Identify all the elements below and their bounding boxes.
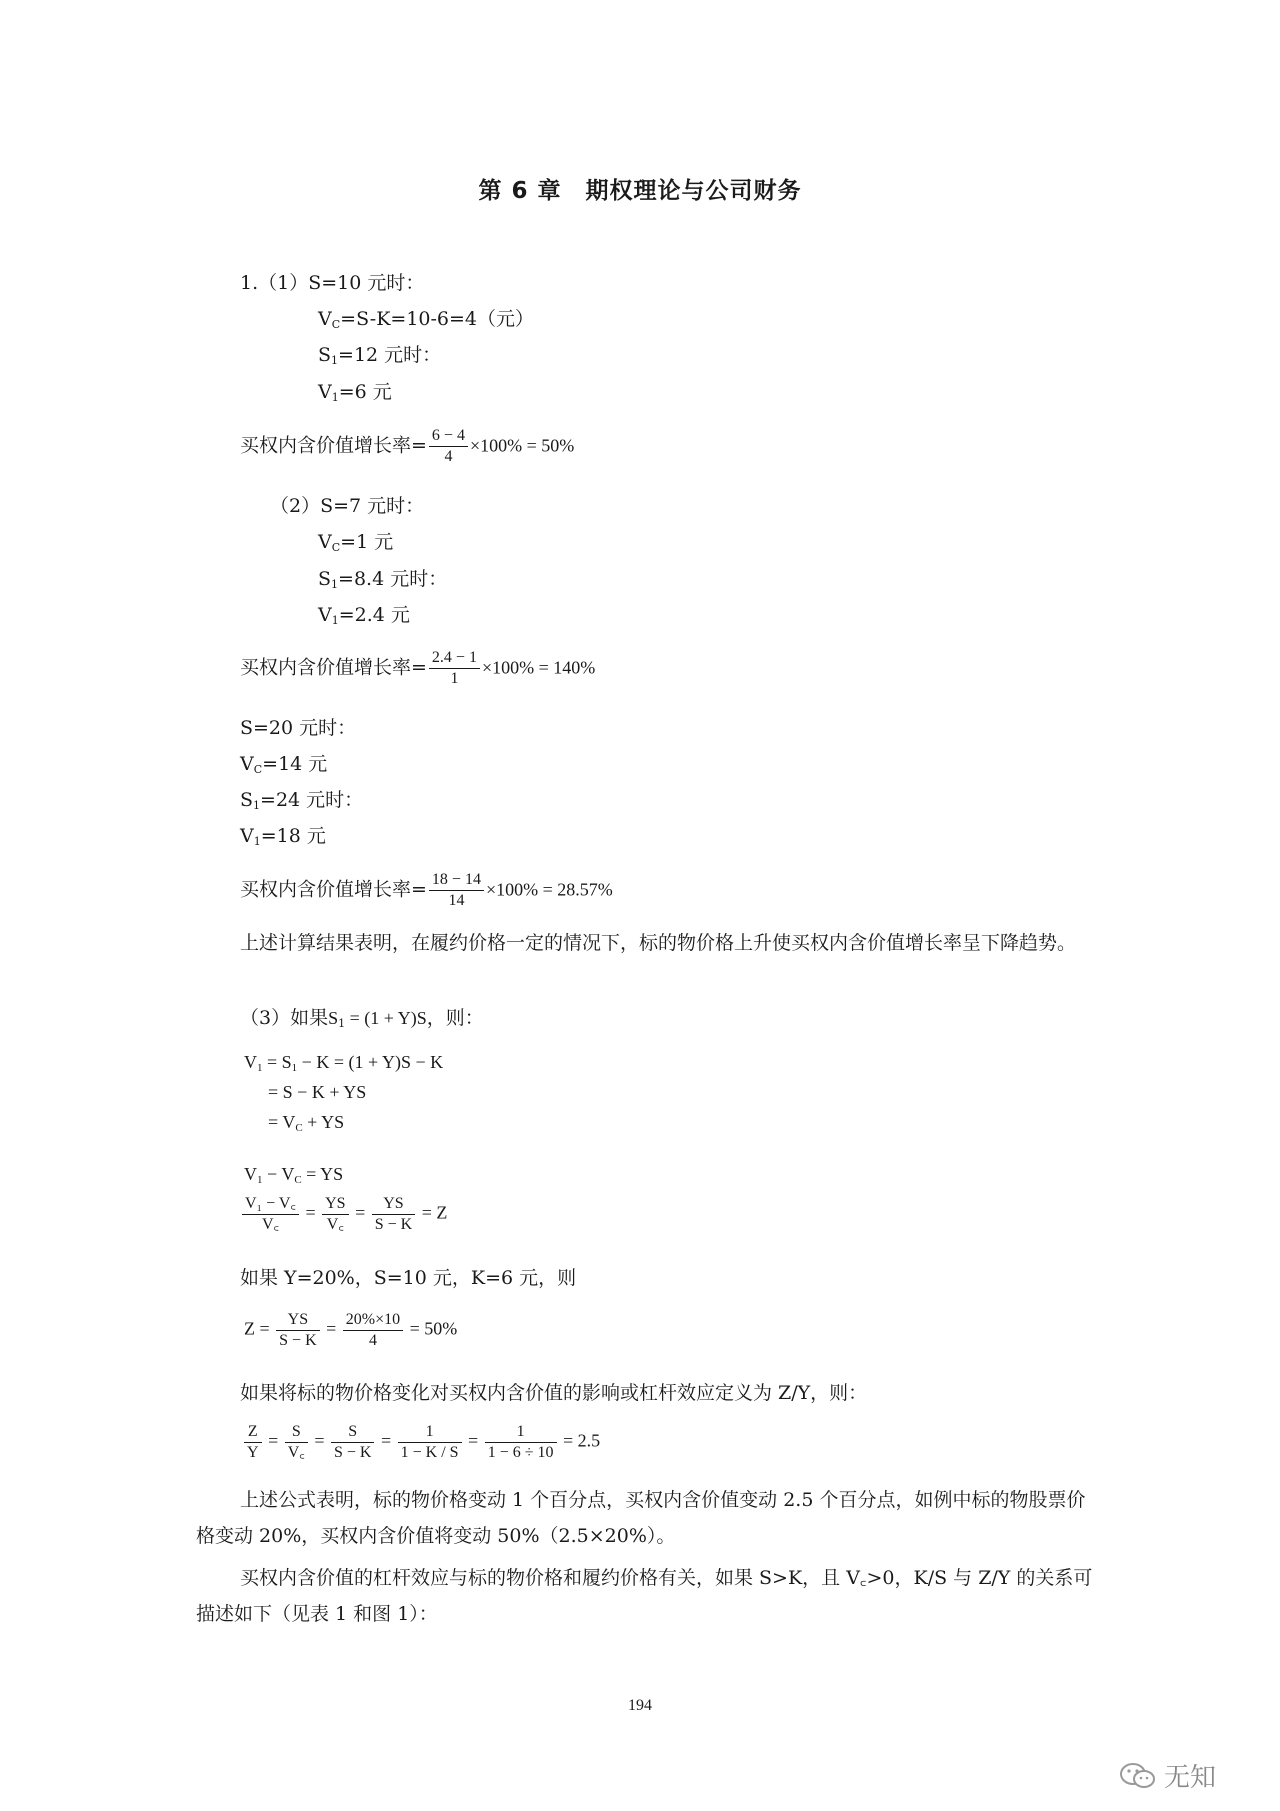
- equation-4: $V_1 - V_C$ = YS: [244, 1164, 344, 1186]
- equation-z: Z = $\frac{YS}{S - K}$ = $\frac{20\%\times 10}{4}$ = 50%: [244, 1311, 458, 1349]
- watermark: [1118, 1757, 1216, 1794]
- equation-3: = $V_C$ + YS: [268, 1112, 345, 1134]
- part3-rate: 买权内含价值增长率= $\frac{18 - 14}{14}$ ×100% = 28.57%: [240, 871, 613, 909]
- part2-line1: （2）S=7 元时：: [270, 495, 425, 517]
- part1-line3: $S_1=12$ 元时：: [318, 344, 442, 367]
- part2-line2: $V_C=1$ 元: [318, 531, 394, 554]
- fraction: $\frac{2.4 - 1}{1}$: [429, 648, 480, 689]
- page-number: 194: [628, 1697, 652, 1714]
- conclusion-paragraph-3: 买权内含价值的杠杆效应与标的物价格和履约价格有关，如果 S>K，且 V꜀>0，K/S 与 Z/Y 的关系可描述如下（见表 1 和图 1）：: [196, 1567, 1093, 1625]
- part1-rate: 买权内含价值增长率= $\frac{6 - 4}{4}$ ×100% = 50%: [240, 427, 575, 465]
- part1-line1: 1.（1）S=10 元时：: [240, 272, 425, 294]
- part3-line3: $S_1=24$ 元时：: [240, 789, 364, 812]
- part3-line2: $V_C=14$ 元: [240, 753, 328, 776]
- part3-line4: $V_1=18$ 元: [240, 825, 326, 848]
- part1-line4: $V_1=6$ 元: [318, 381, 392, 404]
- equation-2: = S − K + YS: [268, 1082, 367, 1102]
- definition-line: 如果将标的物价格变化对买权内含价值的影响或杠杆效应定义为 Z/Y，则：: [240, 1382, 868, 1404]
- fraction: $\frac{6 - 4}{4}$: [429, 426, 468, 467]
- example-line: 如果 Y=20%，S=10 元，K=6 元，则: [240, 1267, 577, 1289]
- wechat-icon: [1118, 1761, 1158, 1791]
- equation-1: $V_1 = S_1 - K = (1 + Y)S - K$: [244, 1052, 444, 1074]
- part1-line2: $V_C=S-K=10-6=4$（元）: [318, 308, 535, 331]
- equation-5: $\frac{\text{V₁ − V꜀}}{V꜀}$ = $\frac{YS}{V꜀}$ = $\frac{YS}{S - K}$ = Z: [240, 1194, 447, 1235]
- part2-line4: $V_1=2.4$ 元: [318, 604, 410, 627]
- part2-line3: $S_1=8.4$ 元时：: [318, 568, 448, 591]
- watermark-text: 无知: [1164, 1763, 1217, 1793]
- part4-intro: （3）如果$S_1 = (1 + Y)S$，则：: [240, 1007, 484, 1030]
- conclusion-paragraph-2: 上述公式表明，标的物价格变动 1 个百分点，买权内含价值变动 2.5 个百分点，如例中标的物股票价格变动 20%，买权内含价值将变动 50%（2.5×20%）。: [196, 1489, 1086, 1547]
- equation-zy: $\frac{Z}{Y}$ = $\frac{S}{V꜀}$ = $\frac{S}{S - K}$ = $\frac{1}{1 - K / S}$ = $\frac{1}{1 - 6 \div 10}$ = 2.5: [242, 1422, 600, 1463]
- fraction: $\frac{18 - 14}{14}$: [429, 870, 484, 911]
- page-title: 第 6 章 期权理论与公司财务: [478, 178, 802, 204]
- conclusion-paragraph-1: 上述计算结果表明，在履约价格一定的情况下，标的物价格上升使买权内含价值增长率呈下降趋势。: [240, 932, 1077, 954]
- part3-line1: S=20 元时：: [240, 717, 357, 739]
- part2-rate: 买权内含价值增长率= $\frac{2.4 - 1}{1}$ ×100% = 140%: [240, 649, 596, 687]
